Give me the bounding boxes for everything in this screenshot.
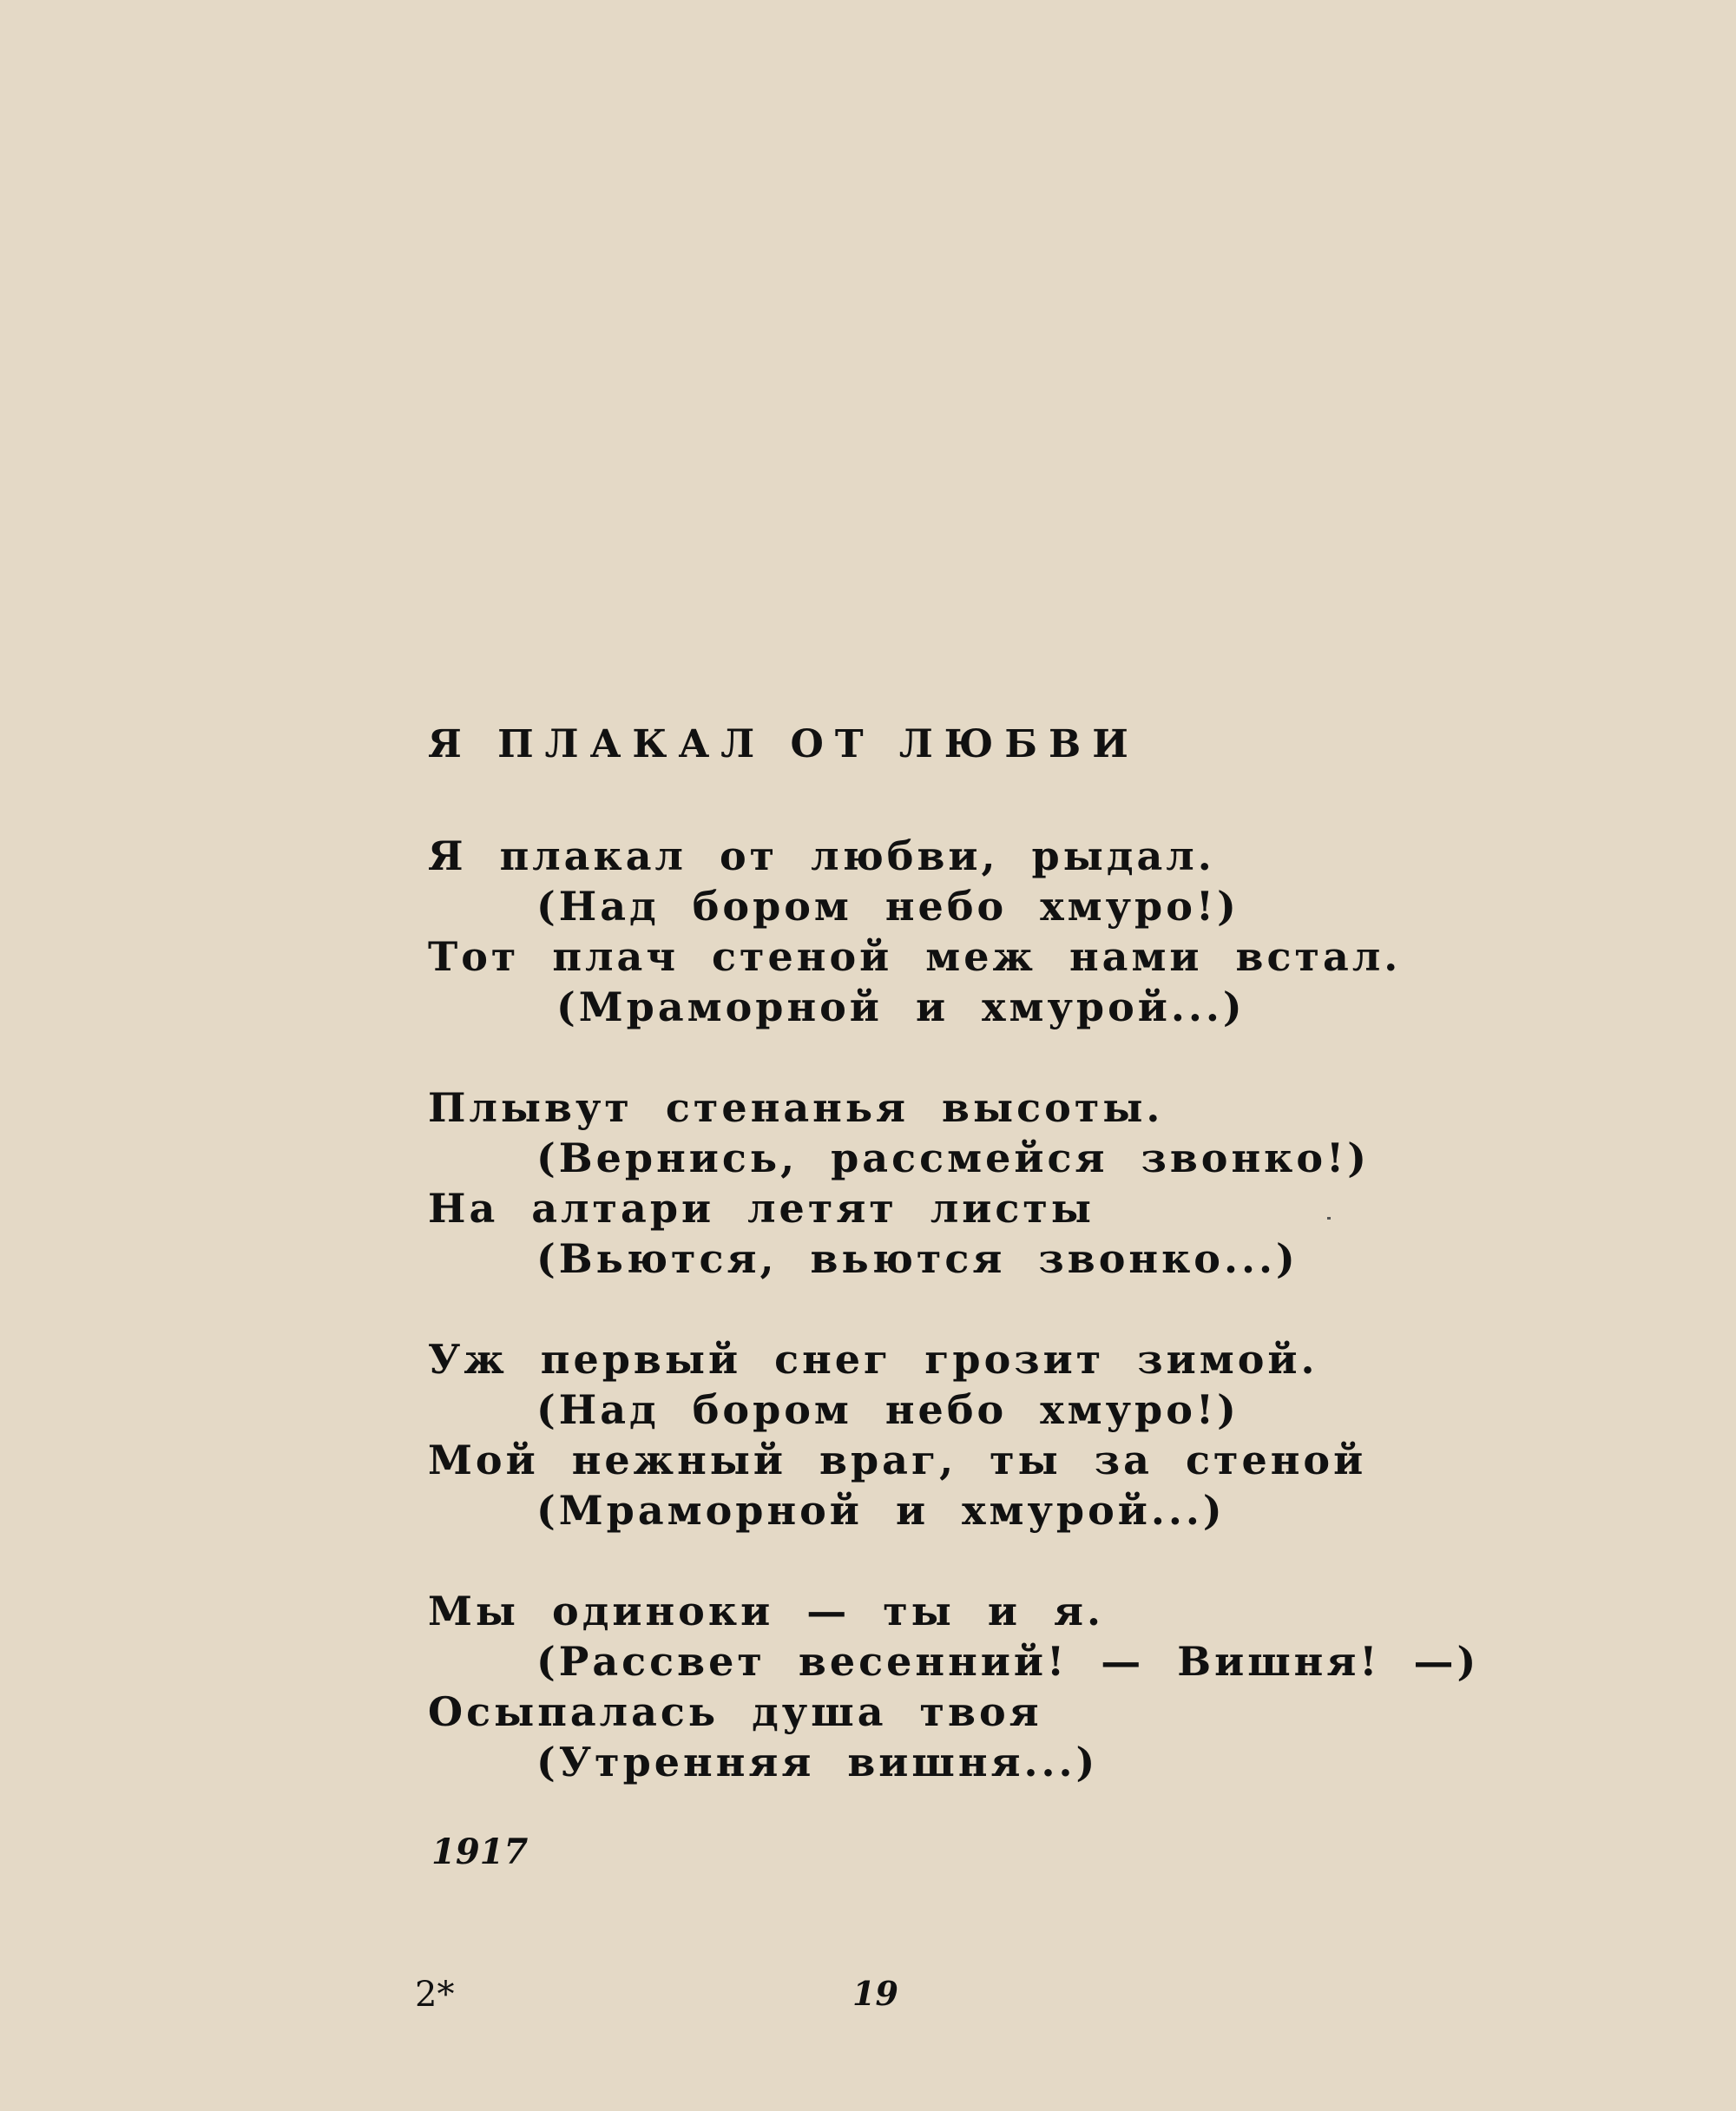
poem-line: Осыпалась душа твоя [428, 1688, 1042, 1735]
print-speck [1327, 1217, 1331, 1220]
poem-line: (Утренняя вишня...) [536, 1739, 1099, 1785]
poem-body [428, 831, 1480, 1838]
poem-line: Плывут стенанья высоты. [428, 1084, 1164, 1131]
poem-line: (Мраморной и хмурой...) [556, 983, 1246, 1030]
poem-line: (Вернись, рассмейся звонко!) [536, 1134, 1370, 1181]
poem-line: (Над бором небо хмуро!) [536, 883, 1240, 930]
poem-line: Мой нежный враг, ты за стеной [428, 1437, 1367, 1483]
poem-title: Я ПЛАКАЛ ОТ ЛЮБВИ [428, 722, 1140, 766]
poem-line: Тот плач стеной меж нами встал. [428, 933, 1402, 980]
poem-date: 1917 [431, 1832, 529, 1872]
poem-line: (Вьются, вьются звонко...) [536, 1235, 1299, 1282]
stanza-1 [428, 831, 1470, 1032]
poem-line: (Мраморной и хмурой...) [536, 1487, 1226, 1534]
stanza-2 [428, 1082, 1470, 1284]
page-number: 19 [852, 1974, 898, 2013]
poem-line: Я плакал от любви, рыдал. [428, 832, 1215, 879]
poem-line: На алтари летят листы [428, 1185, 1095, 1232]
stanza-4 [428, 1586, 1480, 1787]
poem-line: Мы одиноки — ты и я. [428, 1588, 1104, 1634]
stanza-3 [428, 1334, 1470, 1536]
poem-line: Уж первый снег грозит зимой. [428, 1336, 1318, 1383]
poem-line: (Рассвет весенний! — Вишня! —) [536, 1638, 1480, 1685]
poem-line: (Над бором небо хмуро!) [536, 1386, 1240, 1433]
printer-signature-mark: 2* [415, 1975, 455, 2015]
